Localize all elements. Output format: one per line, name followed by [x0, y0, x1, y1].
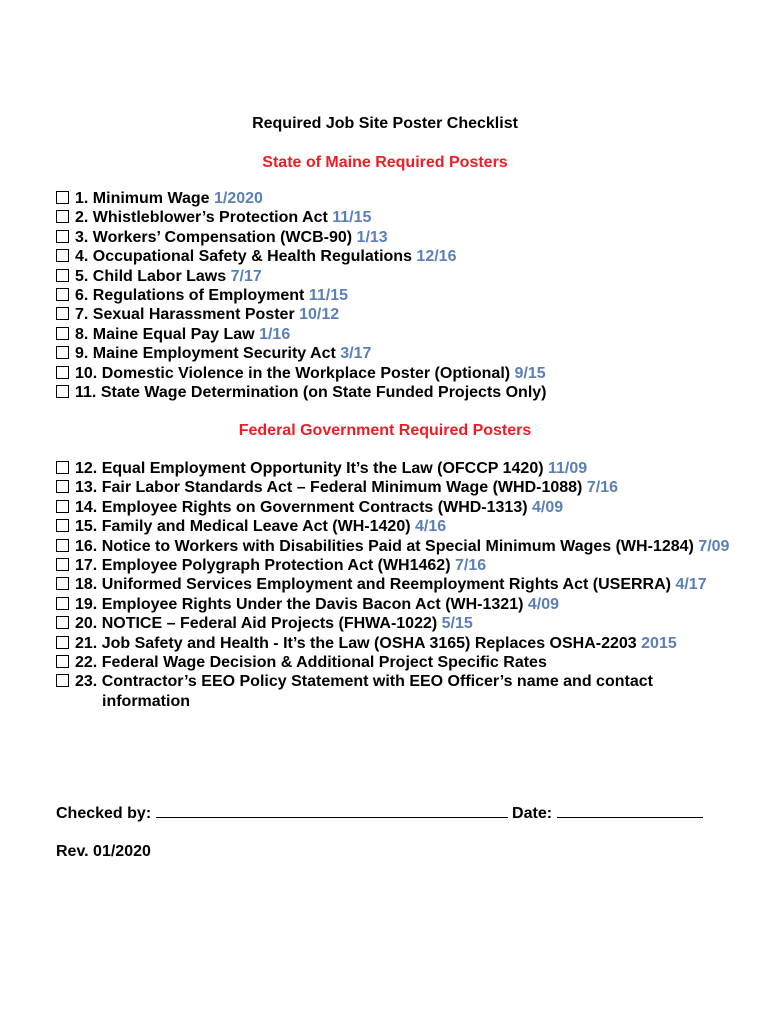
checkbox[interactable] — [56, 480, 69, 493]
item-text: Domestic Violence in the Workplace Poster (Optional) — [101, 364, 511, 382]
checklist-item — [56, 286, 736, 305]
item-text: Minimum Wage — [92, 190, 210, 207]
checkbox[interactable] — [56, 307, 69, 320]
item-number: 2. — [75, 209, 89, 227]
item-text: State Wage Determination (on State Funded Projects Only) — [100, 384, 547, 402]
item-text: Employee Rights Under the Davis Bacon Act (WH-1321) — [101, 595, 524, 613]
item-text: Contractor’s EEO Policy Statement with EEO Officer’s name and contact information — [101, 673, 653, 710]
item-date: 4/09 — [532, 498, 564, 516]
state-section-heading: State of Maine Required Posters — [262, 154, 508, 171]
checklist-item — [56, 459, 736, 478]
checklist-item — [56, 614, 736, 633]
item-number: 11. — [75, 384, 97, 402]
item-number: 20. — [75, 615, 98, 633]
item-text: NOTICE – Federal Aid Projects (FHWA-1022) — [101, 615, 438, 633]
checked-by-signature-field[interactable] — [156, 803, 508, 818]
checklist-item — [56, 267, 736, 286]
item-date: 11/15 — [308, 287, 348, 305]
item-number: 10. — [75, 364, 98, 382]
checked-by-label: Checked by: — [56, 805, 152, 822]
checkbox[interactable] — [56, 327, 69, 340]
checklist-item — [56, 537, 736, 556]
checkbox[interactable] — [56, 597, 69, 610]
checkbox[interactable] — [56, 558, 69, 571]
item-number: 14. — [75, 498, 98, 516]
checklist-item — [56, 305, 736, 324]
date-label: Date: — [512, 805, 553, 822]
item-number: 3. — [75, 228, 89, 246]
item-number: 13. — [75, 479, 98, 497]
item-text: Occupational Safety & Health Regulations — [92, 248, 412, 266]
item-date: 1/13 — [356, 228, 388, 246]
checkbox[interactable] — [56, 249, 69, 262]
item-number: 17. — [75, 557, 98, 575]
item-number: 1. — [75, 190, 89, 207]
item-number: 19. — [75, 595, 98, 613]
checklist-item — [56, 595, 736, 614]
item-date: 1/2020 — [214, 190, 263, 207]
item-text: Uniformed Services Employment and Reemployment Rights Act (USERRA) — [101, 576, 671, 594]
item-text: Employee Rights on Government Contracts (WHD-1313) — [101, 498, 528, 516]
item-text: Fair Labor Standards Act – Federal Minimum Wage (WHD-1088) — [101, 479, 583, 497]
checkbox[interactable] — [56, 500, 69, 513]
item-text: Federal Wage Decision & Additional Project Specific Rates — [101, 654, 547, 672]
item-number: 12. — [75, 460, 98, 477]
item-text: Regulations of Employment — [92, 287, 305, 305]
checkbox[interactable] — [56, 210, 69, 223]
checkbox[interactable] — [56, 616, 69, 629]
item-date: 11/15 — [332, 209, 372, 227]
item-date: 10/12 — [299, 306, 340, 324]
item-date: 1/16 — [259, 325, 291, 343]
checklist-item — [56, 247, 736, 266]
item-text: Sexual Harassment Poster — [92, 306, 295, 324]
checklist-item — [56, 575, 736, 594]
item-number: 23. — [75, 673, 98, 691]
document-title: Required Job Site Poster Checklist — [252, 115, 518, 132]
item-text: Child Labor Laws — [92, 267, 227, 285]
item-date: 4/16 — [415, 518, 447, 536]
checklist-item — [56, 383, 736, 402]
item-date: 9/15 — [514, 364, 546, 382]
item-text: Family and Medical Leave Act (WH-1420) — [101, 518, 411, 536]
checklist-item — [56, 364, 736, 383]
checkbox[interactable] — [56, 230, 69, 243]
checkbox[interactable] — [56, 366, 69, 379]
item-number: 6. — [75, 287, 89, 305]
item-date: 5/15 — [441, 615, 473, 633]
item-text: Notice to Workers with Disabilities Paid at Special Minimum Wages (WH-1284) — [101, 537, 694, 555]
item-number: 9. — [75, 345, 89, 363]
item-number: 15. — [75, 518, 98, 536]
checkbox[interactable] — [56, 461, 69, 474]
checklist-item — [56, 344, 736, 363]
checkbox[interactable] — [56, 385, 69, 398]
item-number: 5. — [75, 267, 89, 285]
item-date: 7/16 — [586, 479, 618, 497]
checklist-item — [56, 517, 736, 536]
federal-section-heading: Federal Government Required Posters — [238, 422, 532, 439]
item-number: 16. — [75, 537, 98, 555]
checkbox[interactable] — [56, 191, 69, 204]
item-text: Maine Equal Pay Law — [92, 325, 255, 343]
item-date: 2015 — [641, 634, 677, 652]
item-number: 18. — [75, 576, 98, 594]
item-date: 12/16 — [416, 248, 457, 266]
item-text: Whistleblower’s Protection Act — [92, 209, 328, 227]
checkbox[interactable] — [56, 346, 69, 359]
item-text: Maine Employment Security Act — [92, 345, 336, 363]
checklist-item — [56, 498, 736, 517]
item-text: Employee Polygraph Protection Act (WH1462) — [101, 557, 451, 575]
item-date: 3/17 — [340, 345, 372, 363]
checkbox[interactable] — [56, 577, 69, 590]
item-number: 21. — [75, 634, 98, 652]
checkbox[interactable] — [56, 269, 69, 282]
item-number: 8. — [75, 325, 89, 343]
item-number: 22. — [75, 654, 98, 672]
checkbox[interactable] — [56, 636, 69, 649]
item-number: 7. — [75, 306, 89, 324]
checkbox[interactable] — [56, 519, 69, 532]
checklist-item — [56, 672, 736, 711]
checklist-item — [56, 208, 736, 227]
checkbox[interactable] — [56, 674, 69, 687]
checklist-item — [56, 556, 736, 575]
item-date: 4/09 — [527, 595, 560, 613]
checklist-item — [56, 634, 736, 653]
checkbox[interactable] — [56, 288, 69, 301]
state-poster-list — [56, 189, 736, 402]
item-date: 7/16 — [454, 557, 487, 575]
checklist-item — [56, 478, 736, 497]
checkbox[interactable] — [56, 655, 69, 668]
checkbox[interactable] — [56, 539, 69, 552]
item-date: 7/09 — [698, 537, 730, 555]
date-field[interactable] — [557, 803, 703, 818]
revision-text: Rev. 01/2020 — [56, 843, 151, 860]
checked-by-line — [56, 803, 703, 824]
item-date: 4/17 — [675, 576, 707, 594]
item-text: Workers’ Compensation (WCB-90) — [92, 228, 353, 246]
checklist-item — [56, 189, 736, 208]
federal-poster-list — [56, 459, 736, 711]
checklist-item — [56, 653, 736, 672]
item-text: Equal Employment Opportunity It’s the Law (OFCCP 1420) — [101, 460, 544, 477]
checklist-item — [56, 325, 736, 344]
item-number: 4. — [75, 248, 89, 266]
item-date: 11/09 — [548, 460, 588, 477]
item-text: Job Safety and Health - It’s the Law (OSHA 3165) Replaces OSHA-2203 — [101, 634, 637, 652]
item-date: 7/17 — [230, 267, 262, 285]
checklist-item — [56, 228, 736, 247]
